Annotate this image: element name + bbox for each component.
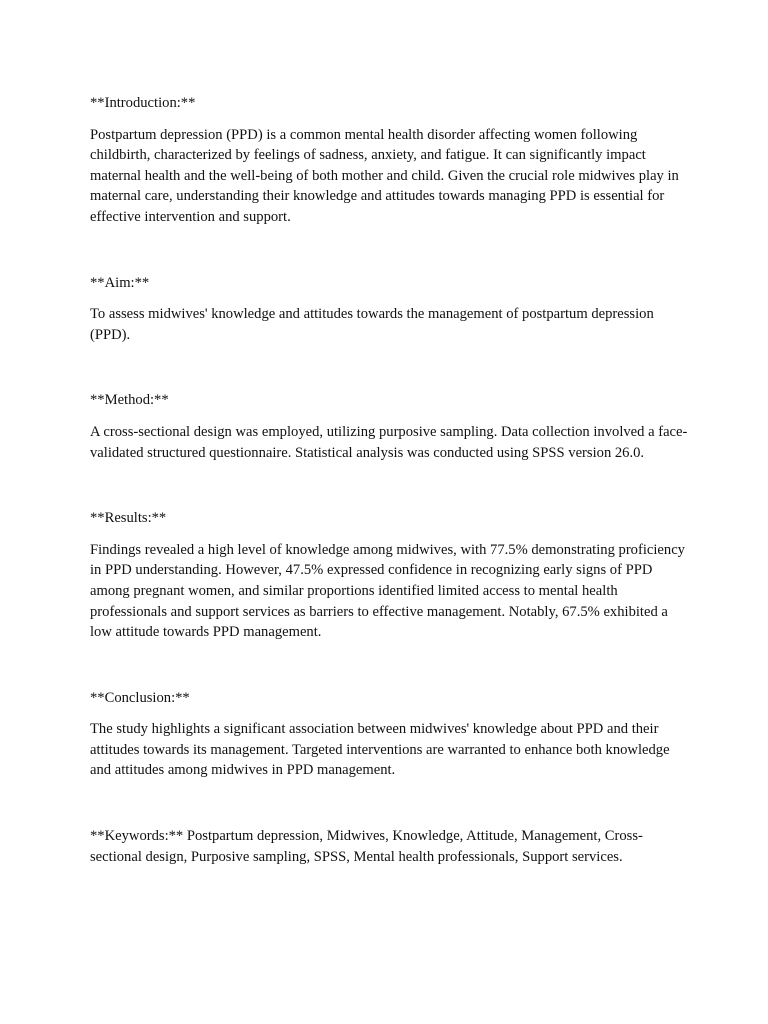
document-page xyxy=(90,93,690,867)
introduction-paragraph: Postpartum depression (PPD) is a common mental health disorder affecting women following childbirth, characterized by feelings of sadness, anxiety, and fatigue. It can significantly impact maternal health and the well-being of both mother and child. Given the crucial role midwives play in maternal care, understanding their knowledge and attitudes towards managing PPD is essential for effective intervention and support. xyxy=(90,126,679,225)
keywords-label: **Keywords:** xyxy=(90,828,184,845)
conclusion-paragraph: The study highlights a significant association between midwives' knowledge about PPD and their attitudes towards its management. Targeted interventions are warranted to enhance both knowledge and attitudes among midwives in PPD management. xyxy=(90,721,670,779)
introduction-heading: **Introduction:** xyxy=(90,95,196,111)
results-paragraph: Findings revealed a high level of knowledge among midwives, with 77.5% demonstrating proficiency in PPD understanding. However, 47.5% expressed confidence in recognizing early signs of PPD among pregnant women, and similar proportions identified limited access to mental health professionals and support services as barriers to effective management. Notably, 67.5% exhibited a low attitude towards PPD management. xyxy=(90,541,685,641)
conclusion-heading: **Conclusion:** xyxy=(90,689,190,706)
keywords-paragraph xyxy=(90,826,690,867)
results-heading: **Results:** xyxy=(90,510,167,527)
aim-paragraph: To assess midwives' knowledge and attitudes towards the management of postpartum depression (PPD). xyxy=(90,306,654,343)
aim-heading: **Aim:** xyxy=(90,274,150,291)
method-heading: **Method:** xyxy=(90,392,169,409)
keywords-list: Postpartum depression, Midwives, Knowledge, Attitude, Management, Cross-sectional design, Purposive sampling, SPSS, Mental health professionals, Support services. xyxy=(90,828,643,865)
method-paragraph: A cross-sectional design was employed, utilizing purposive sampling. Data collection involved a face-validated structured questionnaire. Statistical analysis was conducted using SPSS version 26.0. xyxy=(90,423,688,461)
